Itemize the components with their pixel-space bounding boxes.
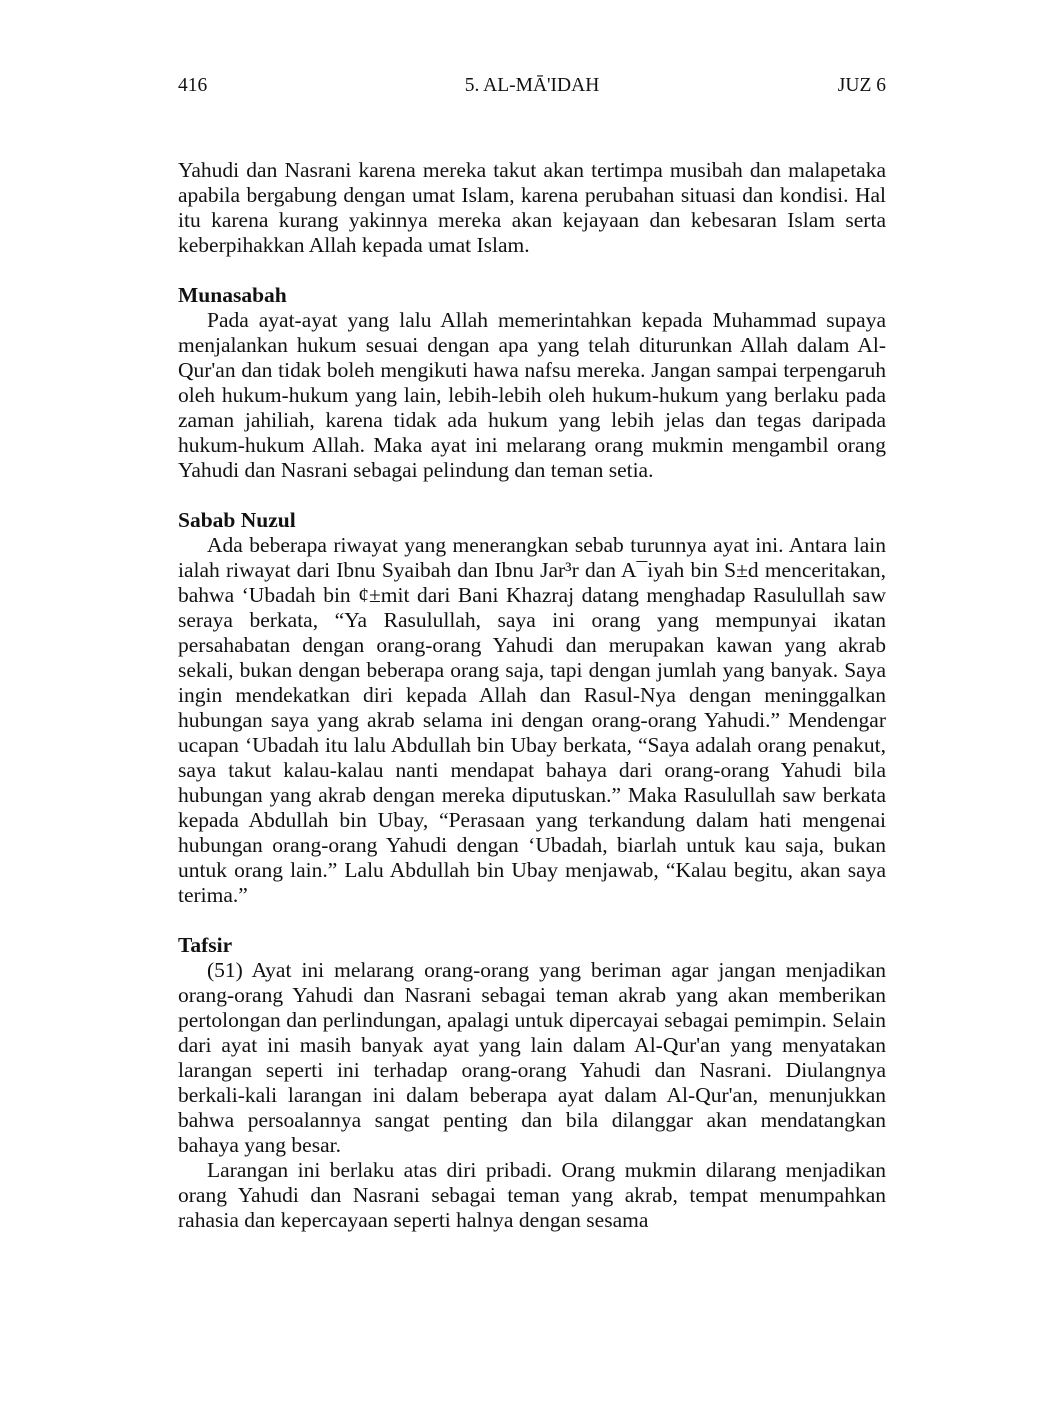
chapter-title: 5. AL-MĀ'IDAH — [464, 75, 600, 96]
juz-label: JUZ 6 — [837, 75, 886, 96]
munasabah-paragraph: Pada ayat-ayat yang lalu Allah memerintahkan kepada Muhammad supaya menjalankan hukum sesuai dengan apa yang telah diturunkan Allah dalam Al-Qur'an dan tidak boleh mengikuti hawa nafsu mereka. Jangan sampai terpengaruh oleh hukum-hukum yang lain, lebih-lebih oleh hukum-hukum yang berlaku pada zaman jahiliah, karena tidak ada hukum yang lebih jelas dan tegas daripada hukum-hukum Allah. Maka ayat ini melarang orang mukmin mengambil orang Yahudi dan Nasrani sebagai pelindung dan teman setia. — [178, 308, 886, 482]
tafsir-paragraph-1: (51) Ayat ini melarang orang-orang yang beriman agar jangan menjadikan orang-orang Yahudi dan Nasrani sebagai teman akrab yang akan memberikan pertolongan dan perlindungan, apalagi untuk dipercayai sebagai pemimpin. Selain dari ayat ini masih banyak ayat yang lain dalam Al-Qur'an yang menyatakan larangan seperti ini terhadap orang-orang Yahudi dan Nasrani. Diulangnya berkali-kali larangan ini dalam beberapa ayat dalam Al-Qur'an, menunjukkan bahwa persoalannya sangat penting dan bila dilanggar akan mendatangkan bahaya yang besar. — [178, 958, 886, 1157]
tafsir-paragraph-2: Larangan ini berlaku atas diri pribadi. Orang mukmin dilarang menjadikan orang Yahudi dan Nasrani sebagai teman yang akrab, tempat menumpahkan rahasia dan kepercayaan seperti halnya dengan sesama — [178, 1158, 886, 1232]
sabab-nuzul-paragraph: Ada beberapa riwayat yang menerangkan sebab turunnya ayat ini. Antara lain ialah riwayat dari Ibnu Syaibah dan Ibnu Jar³r dan A¯iyah bin S±d menceritakan, bahwa ‘Ubadah bin ¢±mit dari Bani Khazraj datang menghadap Rasulullah saw seraya berkata, “Ya Rasulullah, saya ini orang yang mempunyai ikatan persahabatan dengan orang-orang Yahudi dan merupakan kawan yang akrab sekali, bukan dengan beberapa orang saja, tapi dengan jumlah yang banyak. Saya ingin mendekatkan diri kepada Allah dan Rasul-Nya dengan meninggalkan hubungan saya yang akrab selama ini dengan orang-orang Yahudi.” Mendengar ucapan ‘Ubadah itu lalu Abdullah bin Ubay berkata, “Saya adalah orang penakut, saya takut kalau-kalau nanti mendapat bahaya dari orang-orang Yahudi bila hubungan yang akrab dengan mereka diputuskan.” Maka Rasulullah saw berkata kepada Abdullah bin Ubay, “Perasaan yang terkandung dalam hati mengenai hubungan orang-orang Yahudi dengan ‘Ubadah, biarlah untuk kau saja, bukan untuk orang lain.” Lalu Abdullah bin Ubay menjawab, “Kalau begitu, akan saya terima.” — [178, 533, 886, 907]
sabab-nuzul-heading: Sabab Nuzul — [178, 508, 296, 532]
tafsir-heading: Tafsir — [178, 933, 233, 957]
page-header — [178, 72, 886, 100]
page-number: 416 — [178, 75, 208, 96]
intro-paragraph: Yahudi dan Nasrani karena mereka takut akan tertimpa musibah dan malapetaka apabila bergabung dengan umat Islam, karena perubahan situasi dan kondisi. Hal itu karena kurang yakinnya mereka akan kejayaan dan kebesaran Islam serta keberpihakkan Allah kepada umat Islam. — [178, 158, 886, 257]
munasabah-heading: Munasabah — [178, 283, 287, 307]
page-body — [178, 158, 886, 1233]
